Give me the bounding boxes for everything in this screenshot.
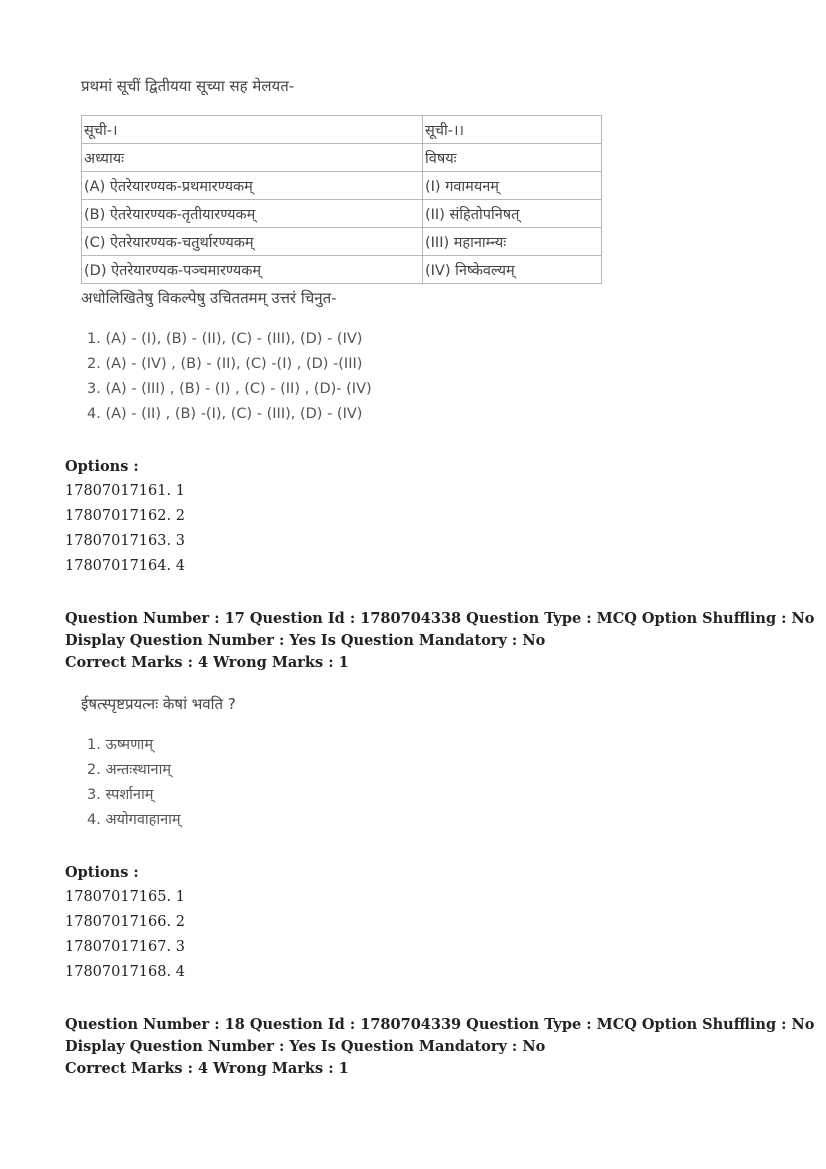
option-id: 17807017164. 4	[65, 558, 185, 574]
table-cell: (D) ऐतरेयारण्यक-पञ्चमारण्यकम्	[82, 256, 423, 284]
table-cell: (II) संहितोपनिषत्	[423, 200, 602, 228]
q17-question: ईषत्स्पृष्टप्रयत्नः केषां भवति ?	[81, 695, 236, 713]
q16-options-label: Options :	[65, 458, 139, 475]
choice-item: 2. (A) - (IV) , (B) - (II), (C) -(I) , (D) -(III)	[87, 356, 363, 372]
table-cell: (I) गवामयनम्	[423, 172, 602, 200]
marks-line: Correct Marks : 4 Wrong Marks : 1	[65, 1060, 349, 1077]
table-cell: विषयः	[423, 144, 602, 172]
table-row	[82, 144, 602, 172]
table-row	[82, 256, 602, 284]
question-meta-line: Question Number : 18 Question Id : 1780704339 Question Type : MCQ Option Shuffling : No	[65, 1016, 815, 1033]
option-id: 17807017165. 1	[65, 889, 185, 905]
choice-item: 4. अयोगवाहानाम्	[87, 812, 181, 828]
marks-line: Correct Marks : 4 Wrong Marks : 1	[65, 654, 349, 671]
choice-item: 2. अन्तःस्थानाम्	[87, 762, 172, 778]
choice-item: 4. (A) - (II) , (B) -(I), (C) - (III), (D) - (IV)	[87, 406, 363, 422]
table-row	[82, 172, 602, 200]
q17-option-ids	[65, 885, 185, 985]
question-meta-line: Question Number : 17 Question Id : 1780704338 Question Type : MCQ Option Shuffling : No	[65, 610, 815, 627]
option-id: 17807017168. 4	[65, 964, 185, 980]
table-cell: (B) ऐतरेयारण्यक-तृतीयारण्यकम्	[82, 200, 423, 228]
q17-choice-list	[87, 733, 181, 833]
table-cell: (C) ऐतरेयारण्यक-चतुर्थारण्यकम्	[82, 228, 423, 256]
q16-instruction: प्रथमां सूचीं द्वितीयया सूच्या सह मेलयत-	[81, 77, 295, 95]
q16-choice-list	[87, 327, 372, 427]
choice-item: 3. (A) - (III) , (B) - (I) , (C) - (II) , (D)- (IV)	[87, 381, 372, 397]
option-id: 17807017163. 3	[65, 533, 185, 549]
table-cell: (IV) निष्केवल्यम्	[423, 256, 602, 284]
choice-item: 1. ऊष्मणाम्	[87, 737, 153, 753]
option-id: 17807017162. 2	[65, 508, 185, 524]
question-meta-line: Display Question Number : Yes Is Question Mandatory : No	[65, 632, 546, 649]
table-row	[82, 200, 602, 228]
option-id: 17807017161. 1	[65, 483, 185, 499]
q17-meta	[65, 608, 814, 674]
table-cell: (III) महानाम्न्यः	[423, 228, 602, 256]
match-table	[81, 115, 602, 284]
option-id: 17807017167. 3	[65, 939, 185, 955]
q16-option-ids	[65, 479, 185, 579]
choice-item: 3. स्पर्शानाम्	[87, 787, 154, 803]
table-cell: सूची-।	[82, 116, 423, 144]
option-id: 17807017166. 2	[65, 914, 185, 930]
choice-item: 1. (A) - (I), (B) - (II), (C) - (III), (D) - (IV)	[87, 331, 363, 347]
table-row	[82, 116, 602, 144]
table-row	[82, 228, 602, 256]
question-meta-line: Display Question Number : Yes Is Question Mandatory : No	[65, 1038, 546, 1055]
q17-options-label: Options :	[65, 864, 139, 881]
table-cell: (A) ऐतरेयारण्यक-प्रथमारण्यकम्	[82, 172, 423, 200]
table-cell: सूची-।।	[423, 116, 602, 144]
table-cell: अध्यायः	[82, 144, 423, 172]
q16-prompt: अधोलिखितेषु विकल्पेषु उचिततमम् उत्तरं चिनुत-	[81, 289, 337, 307]
q18-meta	[65, 1014, 814, 1080]
